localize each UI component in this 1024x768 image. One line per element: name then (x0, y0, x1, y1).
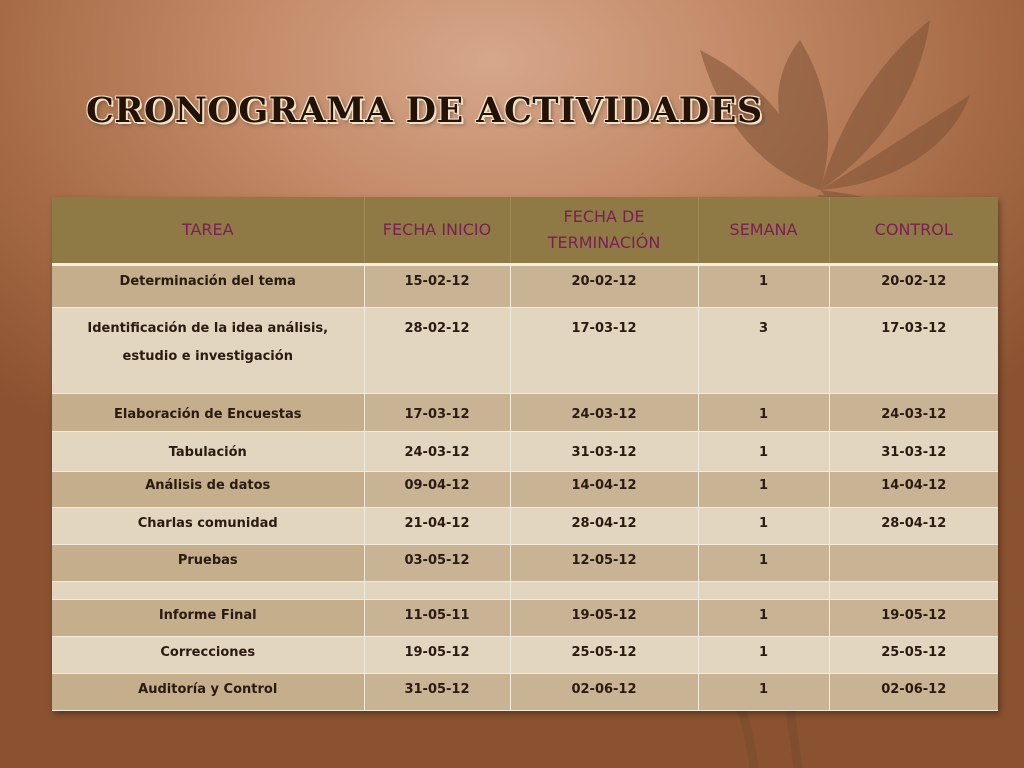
cell-fecha-terminacion: 24-03-12 (510, 394, 698, 432)
activities-table (52, 197, 998, 711)
cell-tarea: Determinación del tema (52, 265, 364, 308)
cell-fecha-inicio: 21-04-12 (364, 508, 510, 545)
table-row (52, 394, 998, 432)
cell-control: 28-04-12 (829, 508, 998, 545)
cell-control: 31-03-12 (829, 432, 998, 472)
cell-semana: 1 (698, 674, 829, 711)
table-row (52, 545, 998, 582)
cell-control: 20-02-12 (829, 265, 998, 308)
table-row (52, 600, 998, 637)
cell-control: 02-06-12 (829, 674, 998, 711)
cell-control: 14-04-12 (829, 472, 998, 508)
cell-fecha-inicio: 09-04-12 (364, 472, 510, 508)
cell-tarea: Tabulación (52, 432, 364, 472)
column-header-semana: SEMANA (698, 197, 829, 265)
cell-semana: 1 (698, 545, 829, 582)
cell-fecha-terminacion: 28-04-12 (510, 508, 698, 545)
cell-control (829, 582, 998, 600)
column-header-fecha-terminacion: FECHA DE TERMINACIÓN (510, 197, 698, 265)
table-row (52, 308, 998, 394)
cell-control: 19-05-12 (829, 600, 998, 637)
cell-tarea: Identificación de la idea análisis, estudio e investigación (52, 308, 364, 394)
cell-fecha-inicio: 15-02-12 (364, 265, 510, 308)
cell-semana: 1 (698, 637, 829, 674)
cell-fecha-terminacion: 02-06-12 (510, 674, 698, 711)
cell-control (829, 545, 998, 582)
table-row (52, 432, 998, 472)
cell-fecha-terminacion: 19-05-12 (510, 600, 698, 637)
cell-tarea: Elaboración de Encuestas (52, 394, 364, 432)
table-row (52, 637, 998, 674)
table-row (52, 472, 998, 508)
cell-fecha-inicio: 03-05-12 (364, 545, 510, 582)
column-header-fecha-inicio: FECHA INICIO (364, 197, 510, 265)
cell-semana: 1 (698, 394, 829, 432)
cell-tarea: Charlas comunidad (52, 508, 364, 545)
cell-semana: 1 (698, 432, 829, 472)
cell-tarea (52, 582, 364, 600)
schedule-table (52, 197, 998, 711)
cell-fecha-inicio: 19-05-12 (364, 637, 510, 674)
column-header-control: CONTROL (829, 197, 998, 265)
cell-fecha-inicio: 17-03-12 (364, 394, 510, 432)
table-row (52, 508, 998, 545)
header-row (52, 197, 998, 265)
cell-fecha-terminacion: 12-05-12 (510, 545, 698, 582)
cell-fecha-inicio: 28-02-12 (364, 308, 510, 394)
cell-fecha-terminacion: 14-04-12 (510, 472, 698, 508)
page-title: CRONOGRAMA DE ACTIVIDADES (86, 90, 763, 131)
cell-semana: 1 (698, 472, 829, 508)
cell-semana: 3 (698, 308, 829, 394)
cell-tarea: Análisis de datos (52, 472, 364, 508)
cell-semana: 1 (698, 508, 829, 545)
table-row (52, 674, 998, 711)
cell-tarea: Pruebas (52, 545, 364, 582)
cell-fecha-inicio: 31-05-12 (364, 674, 510, 711)
cell-fecha-inicio (364, 582, 510, 600)
cell-fecha-terminacion: 17-03-12 (510, 308, 698, 394)
cell-fecha-inicio: 24-03-12 (364, 432, 510, 472)
cell-control: 24-03-12 (829, 394, 998, 432)
cell-control: 25-05-12 (829, 637, 998, 674)
cell-fecha-terminacion: 25-05-12 (510, 637, 698, 674)
table-row (52, 265, 998, 308)
cell-tarea: Informe Final (52, 600, 364, 637)
cell-tarea: Correcciones (52, 637, 364, 674)
cell-semana: 1 (698, 265, 829, 308)
cell-semana: 1 (698, 600, 829, 637)
column-header-tarea: TAREA (52, 197, 364, 265)
table-row-empty (52, 582, 998, 600)
cell-control: 17-03-12 (829, 308, 998, 394)
cell-fecha-inicio: 11-05-11 (364, 600, 510, 637)
cell-fecha-terminacion (510, 582, 698, 600)
cell-fecha-terminacion: 31-03-12 (510, 432, 698, 472)
cell-fecha-terminacion: 20-02-12 (510, 265, 698, 308)
cell-semana (698, 582, 829, 600)
cell-tarea: Auditoría y Control (52, 674, 364, 711)
